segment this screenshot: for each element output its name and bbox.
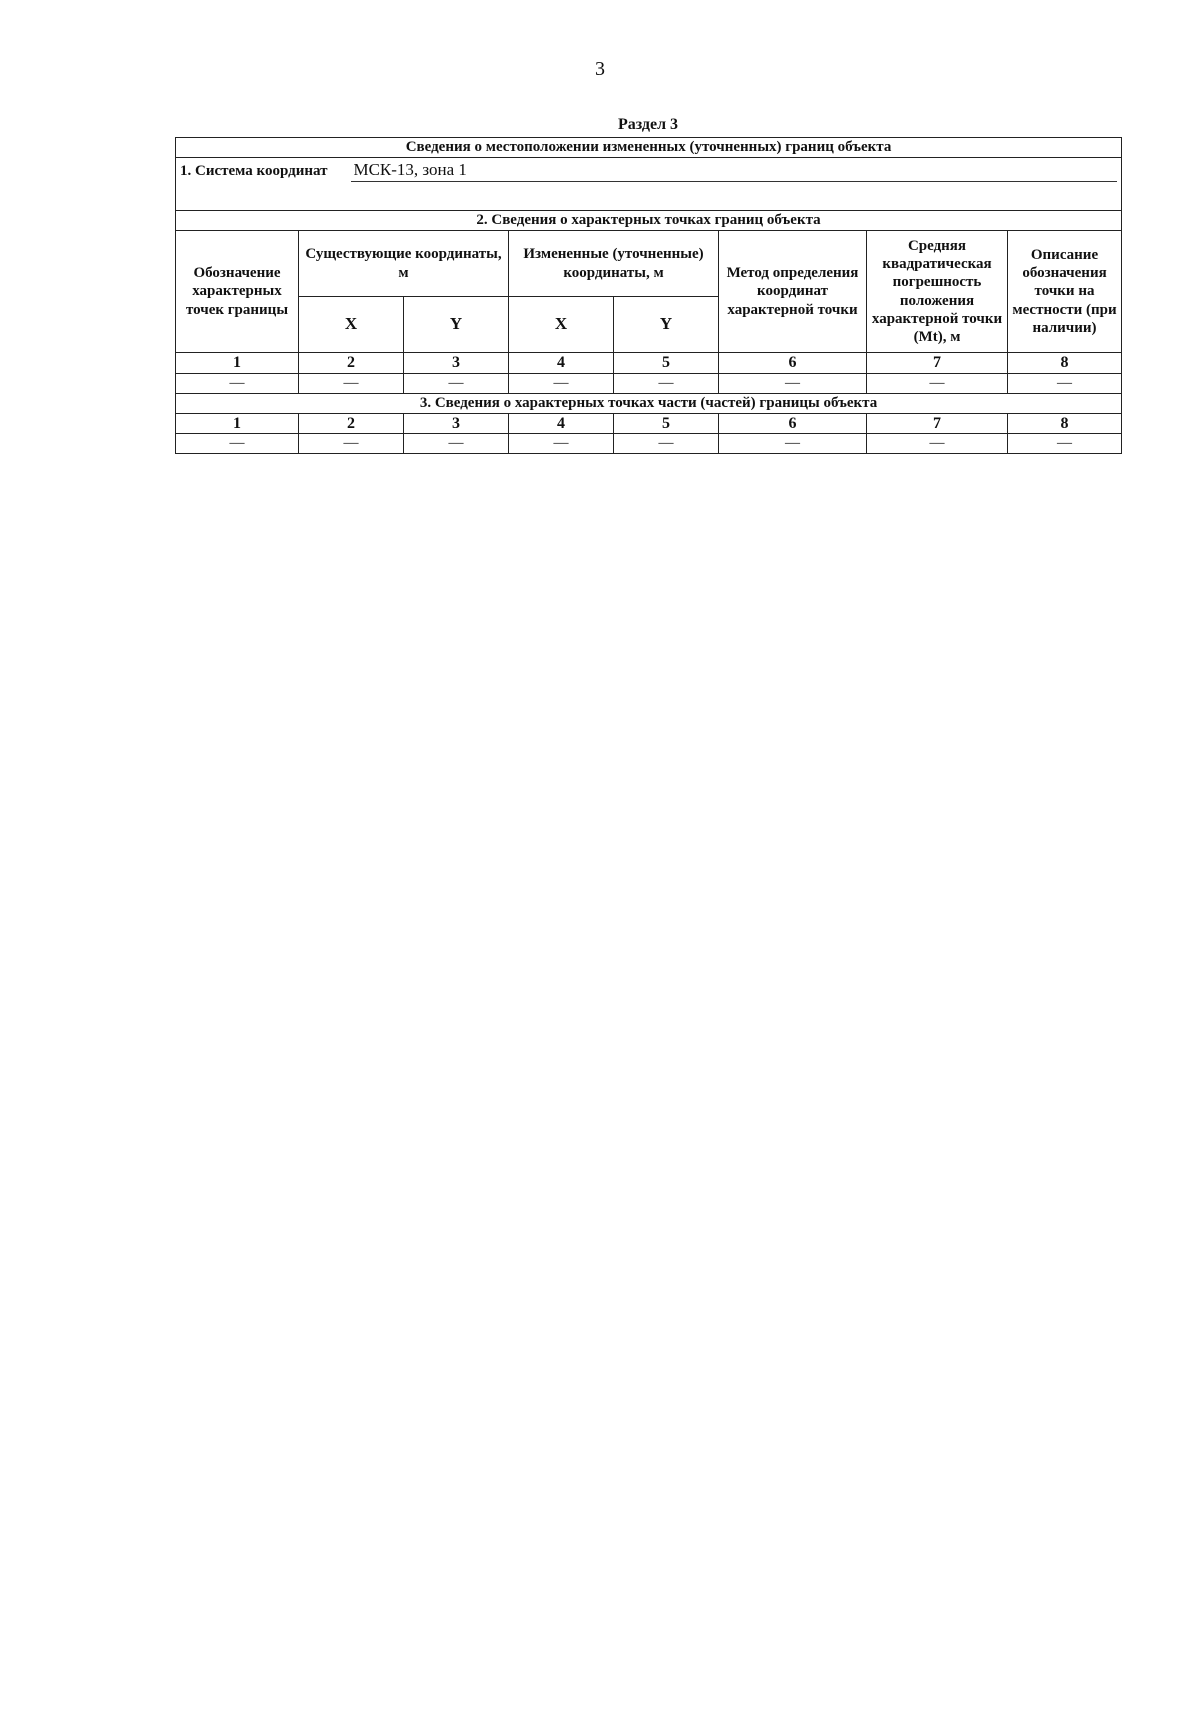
- column-number: 3: [404, 353, 509, 374]
- column-number: 5: [614, 353, 719, 374]
- header-existing-y: Y: [404, 297, 509, 353]
- column-number: 2: [299, 353, 404, 374]
- empty-cell: [1008, 373, 1122, 393]
- empty-cell: [719, 434, 867, 454]
- part3-title-row: [176, 393, 1122, 413]
- part3-title: 3. Сведения о характерных точках части (частей) границы объекта: [176, 393, 1122, 413]
- column-number: 6: [719, 353, 867, 374]
- header-changed-coords: Измененные (уточненные) координаты, м: [509, 231, 719, 297]
- table-row: [176, 434, 1122, 454]
- part2-header-row: [176, 231, 1122, 297]
- column-number: 2: [299, 413, 404, 434]
- part2-title-row: [176, 211, 1122, 231]
- column-number: 4: [509, 353, 614, 374]
- empty-cell: [614, 434, 719, 454]
- empty-cell: [404, 434, 509, 454]
- header-existing-x: X: [299, 297, 404, 353]
- section-title: Раздел 3: [617, 116, 679, 133]
- empty-cell: [509, 434, 614, 454]
- column-number: 5: [614, 413, 719, 434]
- coordinate-system-value: МСК-13, зона 1: [351, 160, 1117, 182]
- header-error: Средняя квадратическая погрешность положения характерной точки (Mt), м: [867, 231, 1008, 353]
- header-changed-x: X: [509, 297, 614, 353]
- coordinate-system-cell: [176, 158, 1122, 211]
- empty-dash: —: [1057, 374, 1072, 391]
- empty-dash: —: [229, 435, 245, 452]
- column-number: 8: [1008, 353, 1122, 374]
- empty-dash: —: [553, 374, 569, 391]
- empty-cell: [867, 373, 1008, 393]
- empty-dash: —: [448, 435, 464, 452]
- column-number: 1: [176, 413, 299, 434]
- empty-cell: [299, 373, 404, 393]
- empty-dash: —: [1057, 435, 1072, 452]
- header-method: Метод определения координат характерной точки: [719, 231, 867, 353]
- table-caption-row: [176, 138, 1122, 158]
- empty-dash: —: [448, 374, 464, 391]
- empty-cell: [404, 373, 509, 393]
- header-designation: Обозначение характерных точек границы: [176, 231, 299, 353]
- table-row: [176, 373, 1122, 393]
- empty-dash: —: [929, 374, 945, 391]
- empty-dash: —: [929, 435, 945, 452]
- empty-dash: —: [658, 374, 674, 391]
- empty-cell: [509, 373, 614, 393]
- empty-dash: —: [553, 435, 569, 452]
- column-number: 3: [404, 413, 509, 434]
- empty-cell: [299, 434, 404, 454]
- column-number: 7: [867, 353, 1008, 374]
- empty-cell: [176, 373, 299, 393]
- empty-dash: —: [785, 374, 800, 391]
- empty-cell: [1008, 434, 1122, 454]
- column-number: 8: [1008, 413, 1122, 434]
- column-number: 6: [719, 413, 867, 434]
- empty-dash: —: [343, 435, 359, 452]
- empty-cell: [719, 373, 867, 393]
- part3-column-numbers-row: [176, 413, 1122, 434]
- part2-title: 2. Сведения о характерных точках границ объекта: [176, 211, 1122, 231]
- boundary-table: [175, 137, 1122, 454]
- empty-cell: [176, 434, 299, 454]
- column-number: 1: [176, 353, 299, 374]
- column-number: 7: [867, 413, 1008, 434]
- page-number: 3: [595, 58, 605, 80]
- empty-cell: [867, 434, 1008, 454]
- empty-cell: [614, 373, 719, 393]
- header-changed-y: Y: [614, 297, 719, 353]
- empty-dash: —: [229, 374, 245, 391]
- empty-dash: —: [658, 435, 674, 452]
- table-caption: Сведения о местоположении измененных (уточненных) границ объекта: [176, 138, 1122, 158]
- header-existing-coords: Существующие координаты, м: [299, 231, 509, 297]
- column-number: 4: [509, 413, 614, 434]
- part2-column-numbers-row: [176, 353, 1122, 374]
- empty-dash: —: [343, 374, 359, 391]
- header-description: Описание обозначения точки на местности (при наличии): [1008, 231, 1122, 353]
- empty-dash: —: [785, 435, 800, 452]
- coordinate-system-row: [176, 158, 1122, 211]
- coordinate-system-label: 1. Система координат: [180, 163, 328, 179]
